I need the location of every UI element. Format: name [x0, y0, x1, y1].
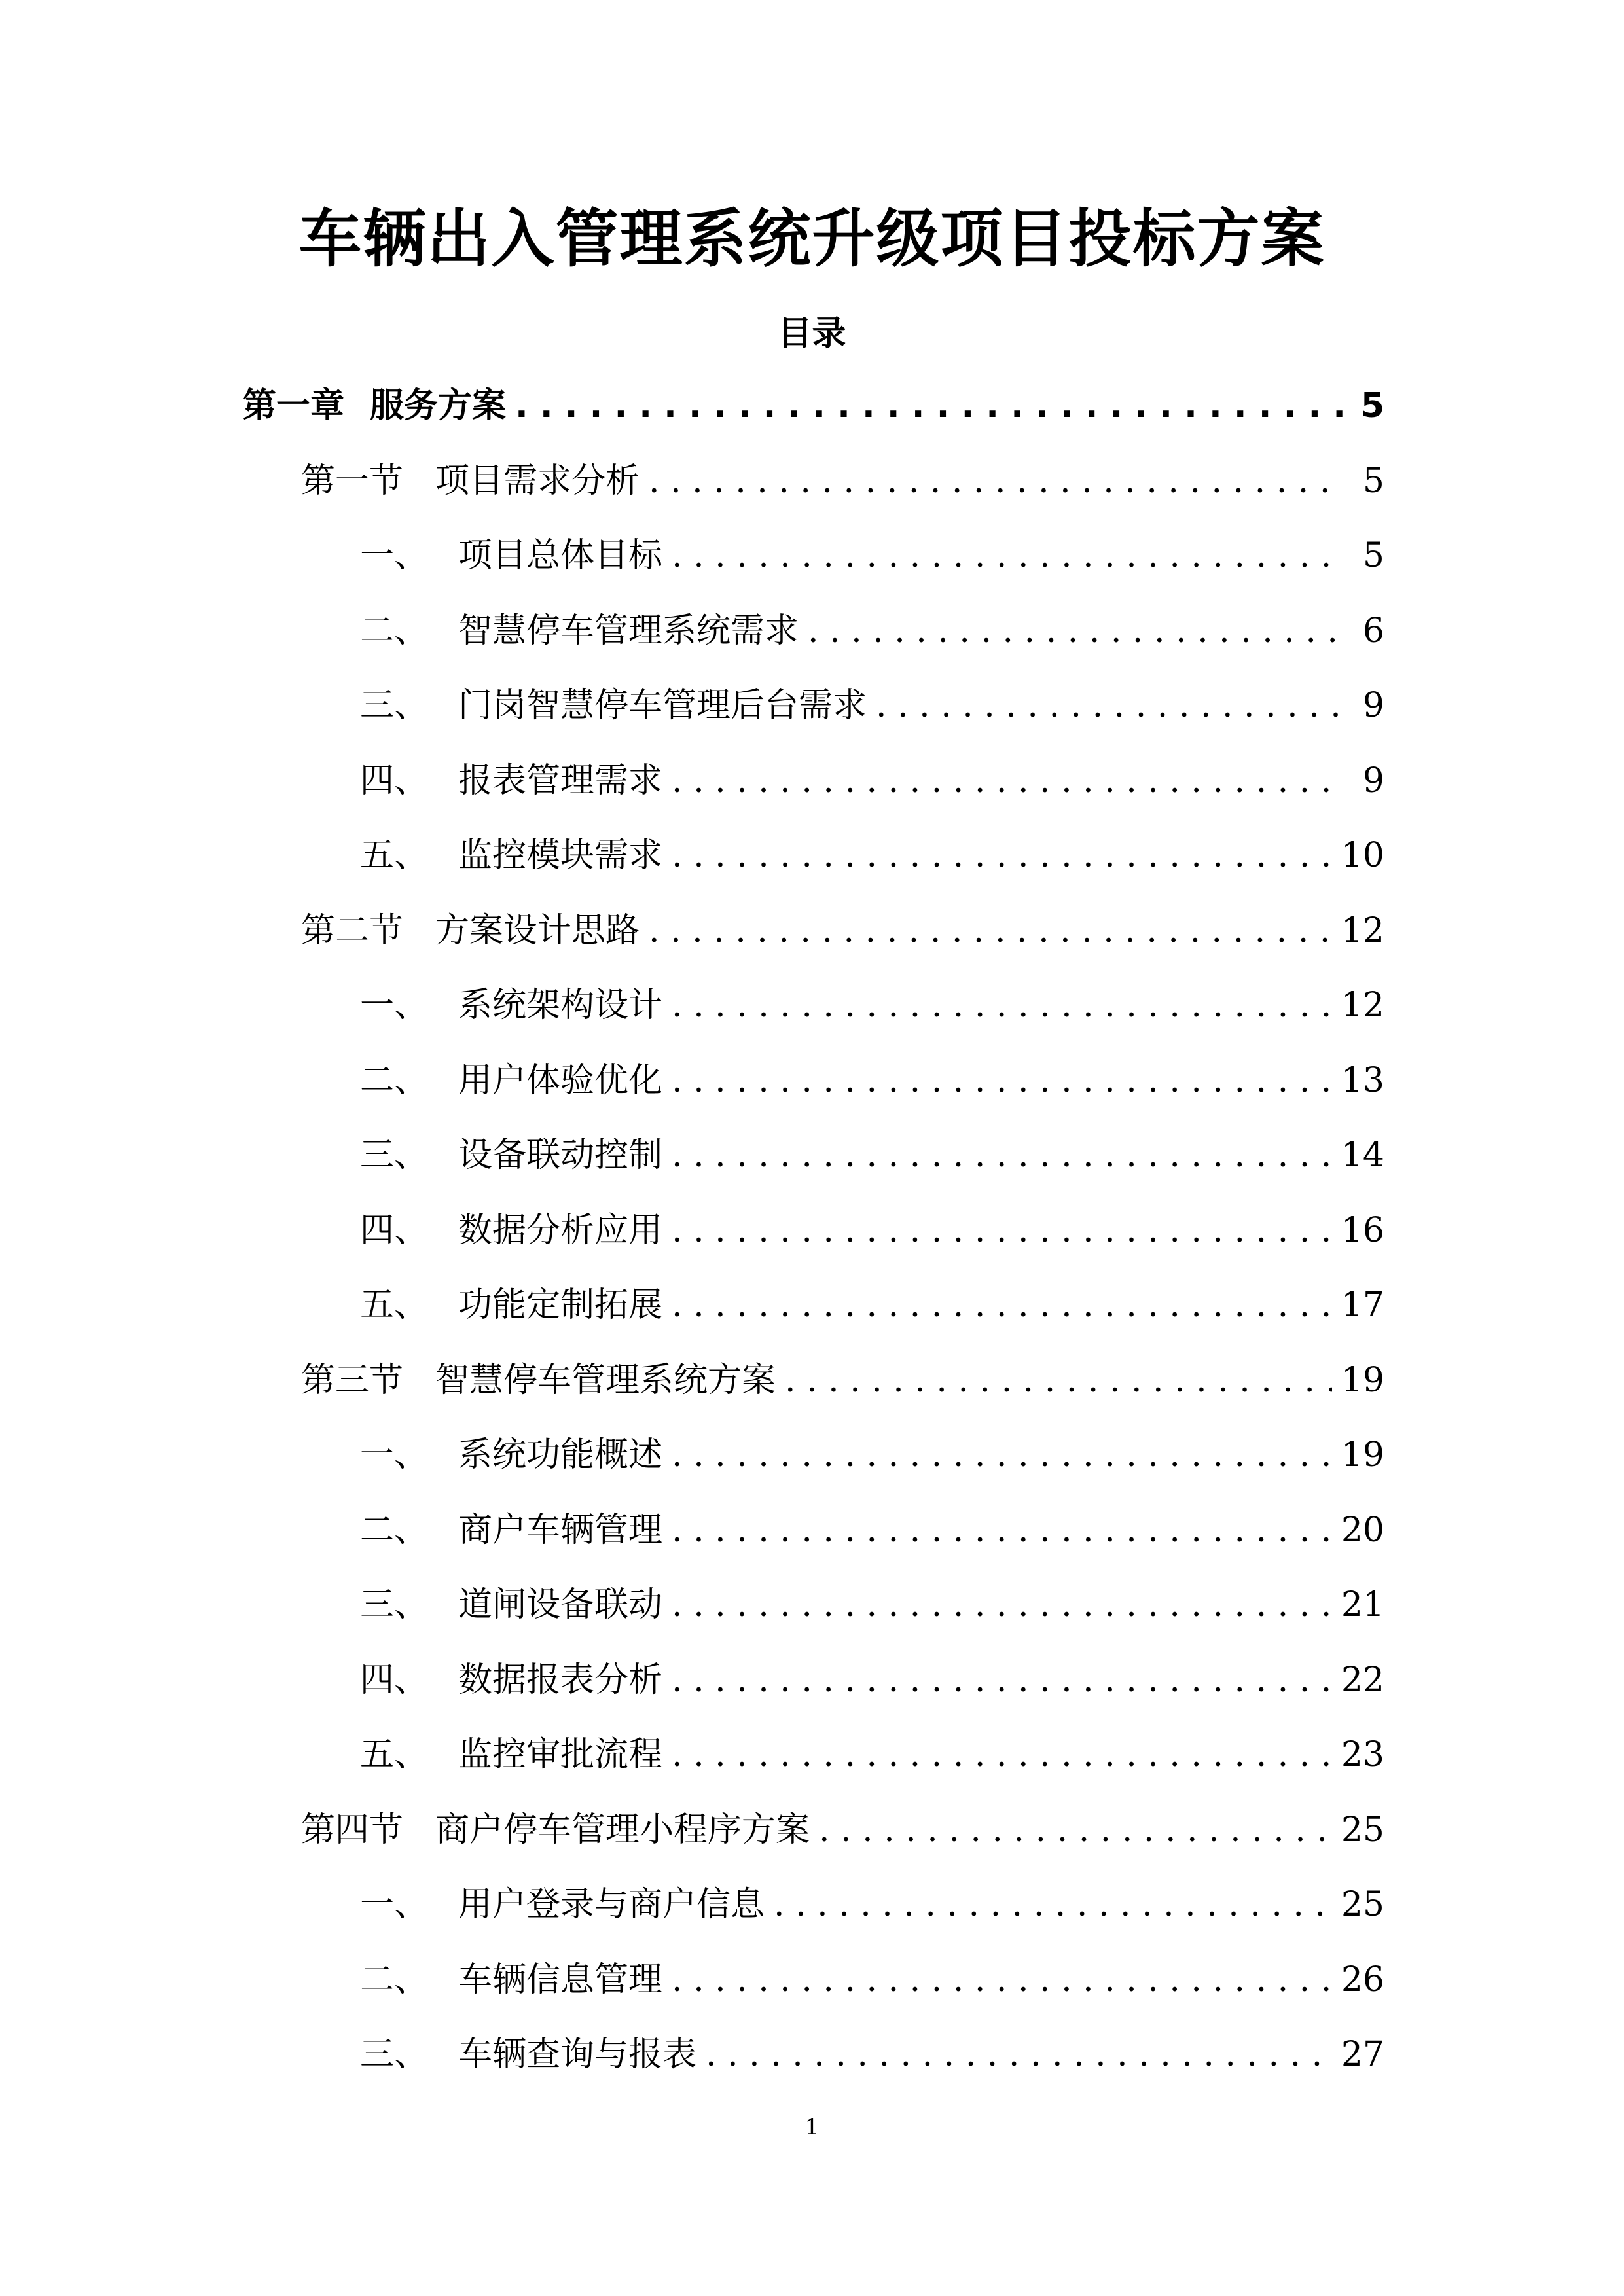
toc-entry-label: 数据报表分析 [458, 1660, 663, 1700]
toc-entry-number: 四、 [360, 761, 429, 800]
toc-entry-label: 商户停车管理小程序方案 [435, 1810, 810, 1850]
toc-entry[interactable] [360, 1054, 1384, 1107]
toc-entry[interactable] [360, 605, 1384, 657]
toc-entry-number: 四、 [360, 1660, 429, 1700]
toc-entry-page: 13 [1341, 1060, 1384, 1100]
toc-entry-page: 25 [1341, 1810, 1384, 1850]
toc-entry-label: 监控审批流程 [458, 1735, 663, 1774]
toc-entry-page: 12 [1341, 910, 1384, 950]
toc-entry-label: 报表管理需求 [458, 761, 663, 800]
toc-entry[interactable] [360, 679, 1384, 732]
toc-entry-page: 23 [1341, 1735, 1384, 1774]
toc-entry-page: 27 [1341, 2035, 1384, 2074]
toc-entry-page: 19 [1341, 1360, 1384, 1400]
toc-entry-label: 道闸设备联动 [458, 1585, 663, 1624]
toc-dot-leader [672, 1204, 1332, 1257]
toc-entry-number: 第二节 [301, 910, 404, 950]
toc-entry-page: 26 [1341, 1960, 1384, 2000]
toc-dot-leader [706, 2028, 1332, 2081]
toc-entry[interactable] [301, 1354, 1384, 1407]
toc-entry-page: 9 [1362, 761, 1384, 800]
toc-entry[interactable] [360, 1729, 1384, 1781]
toc-heading: 目录 [778, 314, 846, 353]
toc-entry[interactable] [242, 380, 1384, 432]
toc-entry-label: 车辆查询与报表 [458, 2035, 697, 2074]
toc-entry-label: 数据分析应用 [458, 1210, 663, 1250]
toc-entry-label: 智慧停车管理系统方案 [435, 1360, 776, 1400]
toc-entry[interactable] [360, 1504, 1384, 1556]
toc-entry-page: 5 [1360, 386, 1384, 425]
toc-entry-page: 10 [1341, 836, 1384, 875]
toc-entry[interactable] [360, 1579, 1384, 1631]
toc-dot-leader [672, 1654, 1332, 1706]
toc-entry-number: 第四节 [301, 1810, 404, 1850]
page-number: 1 [804, 2114, 820, 2140]
toc-entry-label: 功能定制拓展 [458, 1285, 663, 1325]
toc-dot-leader [672, 829, 1332, 882]
toc-entry-number: 第一节 [301, 461, 404, 501]
toc-dot-leader [672, 1954, 1332, 2006]
toc-entry-page: 17 [1341, 1285, 1384, 1325]
toc-dot-leader [876, 679, 1343, 732]
toc-dot-leader [819, 1804, 1332, 1856]
toc-entry-page: 25 [1341, 1885, 1384, 1924]
toc-entry-number: 一、 [360, 1885, 429, 1924]
toc-entry[interactable] [360, 1954, 1384, 2006]
toc-entry-label: 门岗智慧停车管理后台需求 [458, 686, 867, 725]
toc-entry-number: 三、 [360, 1136, 429, 1175]
toc-entry-number: 一、 [360, 1435, 429, 1475]
toc-dot-leader [672, 1504, 1332, 1556]
toc-entry-number: 五、 [360, 1735, 429, 1774]
toc-dot-leader [672, 1729, 1332, 1781]
toc-entry-label: 智慧停车管理系统需求 [458, 611, 799, 651]
toc-entry-page: 19 [1341, 1435, 1384, 1475]
toc-entry-number: 三、 [360, 2035, 429, 2074]
toc-entry-page: 12 [1341, 986, 1384, 1025]
toc-entry-label: 商户车辆管理 [458, 1510, 663, 1550]
toc-entry-label: 系统功能概述 [458, 1435, 663, 1475]
toc-entry-number: 四、 [360, 1210, 429, 1250]
toc-entry-page: 5 [1362, 461, 1384, 501]
toc-entry[interactable] [301, 905, 1384, 957]
toc-entry-number: 二、 [360, 1060, 429, 1100]
toc-dot-leader [774, 1878, 1332, 1931]
toc-dot-leader [672, 529, 1343, 582]
toc-entry[interactable] [360, 529, 1384, 582]
toc-entry-label: 用户体验优化 [458, 1060, 663, 1100]
toc-entry-label: 设备联动控制 [458, 1136, 663, 1175]
toc-dot-leader [785, 1354, 1332, 1407]
toc-dot-leader [649, 905, 1332, 957]
toc-dot-leader [672, 1279, 1332, 1331]
toc-dot-leader [672, 1579, 1332, 1631]
toc-dot-leader [672, 979, 1332, 1031]
toc-entry-number: 五、 [360, 836, 429, 875]
toc-entry[interactable] [301, 1804, 1384, 1856]
toc-entry-label: 用户登录与商户信息 [458, 1885, 765, 1924]
toc-entry[interactable] [360, 1129, 1384, 1181]
toc-entry-page: 20 [1341, 1510, 1384, 1550]
toc-entry-label: 方案设计思路 [435, 910, 640, 950]
toc-dot-leader [672, 755, 1343, 807]
toc-entry[interactable] [360, 1204, 1384, 1257]
toc-entry-number: 一、 [360, 986, 429, 1025]
toc-entry-page: 16 [1341, 1210, 1384, 1250]
toc-entry-label: 项目需求分析 [435, 461, 640, 501]
toc-entry-label: 车辆信息管理 [458, 1960, 663, 2000]
toc-entry-page: 21 [1341, 1585, 1384, 1624]
toc-dot-leader [672, 1429, 1332, 1481]
toc-entry-page: 22 [1341, 1660, 1384, 1700]
toc-entry[interactable] [360, 1654, 1384, 1706]
toc-entry-label: 项目总体目标 [458, 536, 663, 575]
toc-entry-page: 14 [1341, 1136, 1384, 1175]
toc-entry-number: 二、 [360, 611, 429, 651]
toc-entry-label: 监控模块需求 [458, 836, 663, 875]
toc-entry-number: 二、 [360, 1960, 429, 2000]
toc-entry[interactable] [360, 979, 1384, 1031]
toc-entry-number: 第三节 [301, 1360, 404, 1400]
toc-entry[interactable] [301, 455, 1384, 507]
toc-entry-label: 系统架构设计 [458, 986, 663, 1025]
toc-entry[interactable] [360, 1429, 1384, 1481]
toc-dot-leader [808, 605, 1343, 657]
toc-entry-number: 第一章 [242, 386, 345, 425]
toc-dot-leader [672, 1054, 1332, 1107]
toc-entry-page: 9 [1362, 686, 1384, 725]
toc-entry-page: 5 [1362, 536, 1384, 575]
toc-entry-number: 一、 [360, 536, 429, 575]
toc-entry-page: 6 [1362, 611, 1384, 651]
toc-entry-number: 五、 [360, 1285, 429, 1325]
toc-dot-leader [672, 1129, 1332, 1181]
toc-entry-number: 三、 [360, 1585, 429, 1624]
toc-dot-leader [649, 455, 1343, 507]
toc-dot-leader [515, 380, 1343, 432]
toc-entry[interactable] [360, 829, 1384, 882]
toc-entry[interactable] [360, 1279, 1384, 1331]
toc-entry-number: 二、 [360, 1510, 429, 1550]
toc-entry[interactable] [360, 2028, 1384, 2081]
toc-entry-label: 服务方案 [370, 386, 507, 425]
toc-entry[interactable] [360, 755, 1384, 807]
toc-entry[interactable] [360, 1878, 1384, 1931]
document-title: 车辆出入管理系统升级项目投标方案 [298, 202, 1326, 276]
toc-entry-number: 三、 [360, 686, 429, 725]
